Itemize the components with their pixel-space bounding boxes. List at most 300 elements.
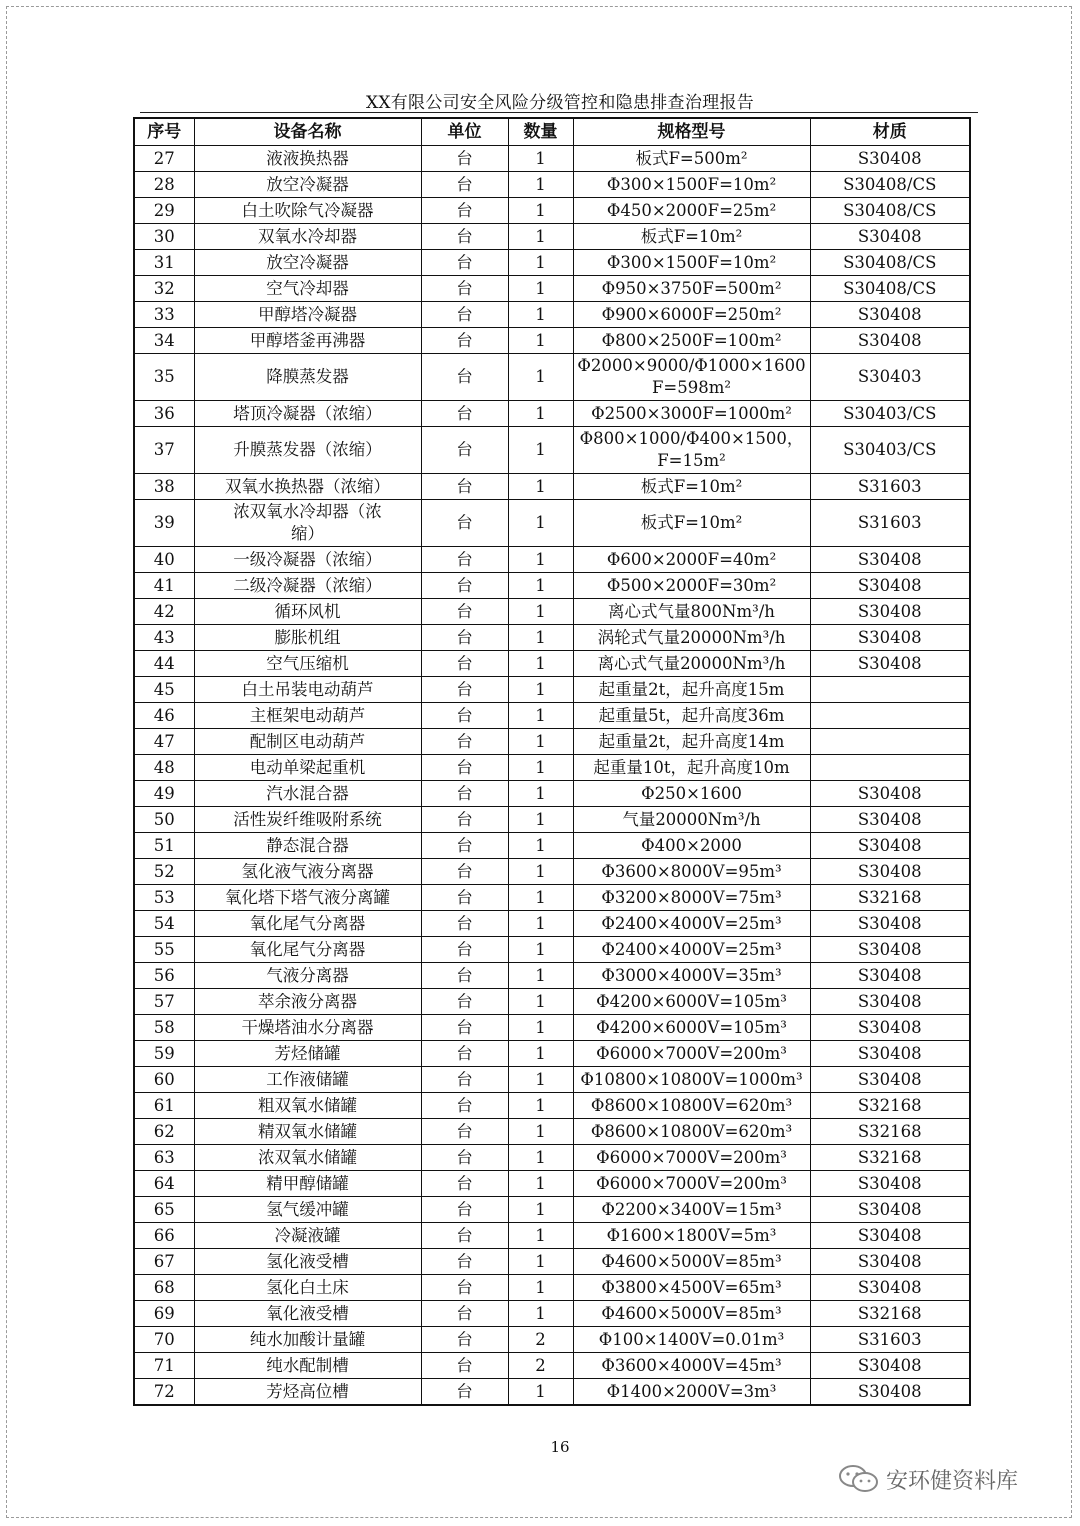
table-row [134,1093,970,1119]
cell-qty: 1 [508,885,573,911]
cell-name: 塔顶冷凝器（浓缩） [194,401,421,427]
cell-no: 31 [134,250,194,276]
cell-name: 循环风机 [194,599,421,625]
table-row [134,1197,970,1223]
cell-spec: Φ300×1500F=10m² [573,250,810,276]
cell-unit: 台 [421,651,508,677]
cell-no: 62 [134,1119,194,1145]
cell-qty: 1 [508,1379,573,1406]
cell-name: 氢化白土床 [194,1275,421,1301]
cell-no: 35 [134,354,194,401]
table-row [134,250,970,276]
cell-no: 39 [134,500,194,547]
cell-material: S30403 [810,354,970,401]
cell-name: 工作液储罐 [194,1067,421,1093]
cell-material: S30408 [810,625,970,651]
table-row [134,1301,970,1327]
cell-spec: Φ100×1400V=0.01m³ [573,1327,810,1353]
cell-name: 汽水混合器 [194,781,421,807]
cell-unit: 台 [421,1093,508,1119]
cell-spec: Φ4200×6000V=105m³ [573,989,810,1015]
cell-material: S32168 [810,1119,970,1145]
column-header-material: 材质 [810,118,970,146]
cell-no: 41 [134,573,194,599]
cell-qty: 1 [508,328,573,354]
cell-material: S30408 [810,781,970,807]
table-row [134,729,970,755]
cell-spec: Φ3200×8000V=75m³ [573,885,810,911]
cell-no: 50 [134,807,194,833]
cell-name: 氧化尾气分离器 [194,911,421,937]
cell-unit: 台 [421,1067,508,1093]
cell-spec: Φ900×6000F=250m² [573,302,810,328]
cell-material: S31603 [810,500,970,547]
cell-material: S30408 [810,1249,970,1275]
table-row [134,651,970,677]
column-header-unit: 单位 [421,118,508,146]
cell-unit: 台 [421,276,508,302]
cell-qty: 1 [508,547,573,573]
cell-unit: 台 [421,599,508,625]
cell-name: 甲醇塔冷凝器 [194,302,421,328]
cell-material [810,703,970,729]
cell-spec: Φ300×1500F=10m² [573,172,810,198]
cell-spec: Φ2400×4000V=25m³ [573,937,810,963]
cell-unit: 台 [421,224,508,250]
cell-material: S30408/CS [810,198,970,224]
column-header-spec: 规格型号 [573,118,810,146]
cell-material: S30408 [810,833,970,859]
cell-spec: Φ10800×10800V=1000m³ [573,1067,810,1093]
table-row [134,1327,970,1353]
cell-name: 放空冷凝器 [194,250,421,276]
cell-no: 56 [134,963,194,989]
cell-name: 干燥塔油水分离器 [194,1015,421,1041]
cell-qty: 1 [508,781,573,807]
cell-spec: Φ1600×1800V=5m³ [573,1223,810,1249]
cell-name: 甲醇塔釜再沸器 [194,328,421,354]
cell-name: 配制区电动葫芦 [194,729,421,755]
cell-material: S30408/CS [810,172,970,198]
cell-spec: Φ250×1600 [573,781,810,807]
cell-unit: 台 [421,1327,508,1353]
cell-unit: 台 [421,1119,508,1145]
cell-material: S30408 [810,1041,970,1067]
cell-spec: 起重量2t，起升高度14m [573,729,810,755]
cell-spec: 板式F=10m² [573,474,810,500]
table-row [134,625,970,651]
cell-spec: Φ600×2000F=40m² [573,547,810,573]
table-row [134,963,970,989]
table-row [134,1119,970,1145]
cell-spec: 起重量10t，起升高度10m [573,755,810,781]
cell-material: S30408 [810,1197,970,1223]
cell-qty: 1 [508,937,573,963]
table-row [134,474,970,500]
cell-unit: 台 [421,963,508,989]
table-row [134,172,970,198]
cell-no: 29 [134,198,194,224]
cell-qty: 1 [508,354,573,401]
table-row [134,885,970,911]
cell-name: 氢化液气液分离器 [194,859,421,885]
column-header-qty: 数量 [508,118,573,146]
cell-qty: 1 [508,198,573,224]
table-row [134,755,970,781]
cell-material: S30408 [810,1015,970,1041]
cell-spec: 离心式气量800Nm³/h [573,599,810,625]
cell-qty: 1 [508,599,573,625]
table-row [134,1275,970,1301]
cell-unit: 台 [421,302,508,328]
cell-name: 活性炭纤维吸附系统 [194,807,421,833]
cell-spec: Φ3600×8000V=95m³ [573,859,810,885]
cell-name: 浓双氧水冷却器（浓 缩） [194,500,421,547]
cell-name: 氧化塔下塔气液分离罐 [194,885,421,911]
cell-name: 放空冷凝器 [194,172,421,198]
cell-name: 精双氧水储罐 [194,1119,421,1145]
table-row [134,781,970,807]
cell-no: 49 [134,781,194,807]
cell-name: 静态混合器 [194,833,421,859]
table-row [134,427,970,474]
cell-no: 67 [134,1249,194,1275]
cell-qty: 1 [508,224,573,250]
cell-name: 双氧水换热器（浓缩） [194,474,421,500]
cell-spec: Φ450×2000F=25m² [573,198,810,224]
wechat-icon [838,1464,880,1500]
cell-qty: 1 [508,963,573,989]
cell-unit: 台 [421,755,508,781]
cell-unit: 台 [421,1223,508,1249]
cell-no: 52 [134,859,194,885]
cell-spec: 涡轮式气量20000Nm³/h [573,625,810,651]
cell-no: 55 [134,937,194,963]
cell-qty: 1 [508,250,573,276]
cell-no: 64 [134,1171,194,1197]
cell-spec: Φ1400×2000V=3m³ [573,1379,810,1406]
cell-no: 54 [134,911,194,937]
table-row [134,276,970,302]
brand-name: 安环健资料库 [886,1469,1019,1494]
cell-name: 电动单梁起重机 [194,755,421,781]
cell-no: 45 [134,677,194,703]
cell-no: 44 [134,651,194,677]
cell-unit: 台 [421,401,508,427]
cell-unit: 台 [421,1171,508,1197]
table-row [134,547,970,573]
cell-spec: Φ4200×6000V=105m³ [573,1015,810,1041]
cell-qty: 1 [508,146,573,172]
cell-unit: 台 [421,1275,508,1301]
cell-spec: Φ400×2000 [573,833,810,859]
cell-qty: 1 [508,1171,573,1197]
cell-spec: 气量20000Nm³/h [573,807,810,833]
cell-spec: Φ800×1000/Φ400×1500， F=15m² [573,427,810,474]
cell-unit: 台 [421,833,508,859]
cell-unit: 台 [421,573,508,599]
cell-no: 46 [134,703,194,729]
cell-no: 32 [134,276,194,302]
cell-material: S30408 [810,302,970,328]
cell-qty: 1 [508,989,573,1015]
table-row [134,1145,970,1171]
table-row [134,1223,970,1249]
cell-spec: 板式F=10m² [573,224,810,250]
cell-material: S30408 [810,1223,970,1249]
cell-unit: 台 [421,703,508,729]
cell-qty: 1 [508,302,573,328]
cell-name: 氧化液受槽 [194,1301,421,1327]
cell-spec: Φ2500×3000F=1000m² [573,401,810,427]
cell-spec: 板式F=500m² [573,146,810,172]
cell-name: 白土吹除气冷凝器 [194,198,421,224]
cell-material: S30408 [810,989,970,1015]
cell-qty: 2 [508,1327,573,1353]
cell-name: 空气压缩机 [194,651,421,677]
cell-unit: 台 [421,198,508,224]
cell-no: 61 [134,1093,194,1119]
cell-name: 二级冷凝器（浓缩） [194,573,421,599]
cell-name: 一级冷凝器（浓缩） [194,547,421,573]
cell-qty: 1 [508,172,573,198]
table-row [134,859,970,885]
cell-material [810,677,970,703]
cell-qty: 1 [508,474,573,500]
cell-name: 膨胀机组 [194,625,421,651]
table-row [134,1041,970,1067]
cell-name: 白土吊装电动葫芦 [194,677,421,703]
cell-spec: Φ2200×3400V=15m³ [573,1197,810,1223]
cell-unit: 台 [421,677,508,703]
cell-qty: 1 [508,1301,573,1327]
cell-spec: Φ8600×10800V=620m³ [573,1093,810,1119]
cell-no: 34 [134,328,194,354]
table-row [134,1249,970,1275]
table-header-row [134,118,970,146]
cell-name: 萃余液分离器 [194,989,421,1015]
cell-no: 43 [134,625,194,651]
cell-material [810,729,970,755]
cell-unit: 台 [421,1301,508,1327]
cell-material: S30408 [810,599,970,625]
cell-unit: 台 [421,474,508,500]
cell-no: 58 [134,1015,194,1041]
cell-spec: Φ8600×10800V=620m³ [573,1119,810,1145]
cell-name: 液液换热器 [194,146,421,172]
cell-unit: 台 [421,1197,508,1223]
cell-no: 60 [134,1067,194,1093]
column-header-name: 设备名称 [194,118,421,146]
cell-material: S30408 [810,651,970,677]
cell-spec: Φ950×3750F=500m² [573,276,810,302]
column-header-no: 序号 [134,118,194,146]
cell-name: 冷凝液罐 [194,1223,421,1249]
cell-unit: 台 [421,859,508,885]
table-row [134,833,970,859]
cell-unit: 台 [421,146,508,172]
table-row [134,1379,970,1406]
cell-spec: Φ3000×4000V=35m³ [573,963,810,989]
cell-material: S30403/CS [810,427,970,474]
cell-name: 精甲醇储罐 [194,1171,421,1197]
cell-unit: 台 [421,1353,508,1379]
equipment-table [133,117,971,1406]
cell-unit: 台 [421,328,508,354]
cell-spec: Φ500×2000F=30m² [573,573,810,599]
cell-qty: 1 [508,427,573,474]
cell-no: 72 [134,1379,194,1406]
table-row [134,1171,970,1197]
cell-material: S32168 [810,1145,970,1171]
cell-name: 主框架电动葫芦 [194,703,421,729]
cell-name: 氧化尾气分离器 [194,937,421,963]
cell-name: 芳烃高位槽 [194,1379,421,1406]
cell-unit: 台 [421,911,508,937]
cell-no: 63 [134,1145,194,1171]
cell-no: 70 [134,1327,194,1353]
cell-name: 空气冷却器 [194,276,421,302]
cell-qty: 1 [508,1067,573,1093]
cell-no: 65 [134,1197,194,1223]
cell-unit: 台 [421,1145,508,1171]
cell-no: 71 [134,1353,194,1379]
cell-material: S30408 [810,1353,970,1379]
cell-qty: 1 [508,1197,573,1223]
cell-name: 氢气缓冲罐 [194,1197,421,1223]
cell-qty: 1 [508,729,573,755]
cell-no: 68 [134,1275,194,1301]
cell-unit: 台 [421,885,508,911]
cell-material: S30408 [810,1275,970,1301]
table-row [134,573,970,599]
table-row [134,328,970,354]
cell-spec: Φ2400×4000V=25m³ [573,911,810,937]
cell-unit: 台 [421,1015,508,1041]
table-row [134,937,970,963]
table-row [134,703,970,729]
cell-material: S30408 [810,146,970,172]
cell-name: 降膜蒸发器 [194,354,421,401]
cell-qty: 1 [508,833,573,859]
cell-material: S30408 [810,937,970,963]
page-number: 16 [550,1438,570,1456]
cell-unit: 台 [421,1379,508,1406]
cell-qty: 1 [508,1093,573,1119]
cell-qty: 1 [508,677,573,703]
cell-material: S30408 [810,573,970,599]
cell-qty: 2 [508,1353,573,1379]
table-row [134,354,970,401]
cell-material: S30408/CS [810,276,970,302]
cell-name: 氢化液受槽 [194,1249,421,1275]
cell-no: 66 [134,1223,194,1249]
cell-no: 36 [134,401,194,427]
table-row [134,401,970,427]
cell-qty: 1 [508,1119,573,1145]
cell-spec: Φ800×2500F=100m² [573,328,810,354]
table-row [134,1353,970,1379]
cell-material: S30408 [810,1171,970,1197]
cell-material: S32168 [810,885,970,911]
cell-unit: 台 [421,781,508,807]
cell-name: 纯水配制槽 [194,1353,421,1379]
cell-material [810,755,970,781]
cell-no: 38 [134,474,194,500]
cell-material: S30408/CS [810,250,970,276]
cell-qty: 1 [508,1015,573,1041]
table-row [134,677,970,703]
cell-no: 37 [134,427,194,474]
cell-qty: 1 [508,755,573,781]
cell-material: S32168 [810,1093,970,1119]
cell-no: 59 [134,1041,194,1067]
cell-no: 48 [134,755,194,781]
cell-spec: 板式F=10m² [573,500,810,547]
cell-name: 纯水加酸计量罐 [194,1327,421,1353]
cell-unit: 台 [421,937,508,963]
cell-unit: 台 [421,427,508,474]
cell-no: 40 [134,547,194,573]
table-row [134,302,970,328]
cell-unit: 台 [421,1249,508,1275]
cell-qty: 1 [508,1145,573,1171]
table-row [134,224,970,250]
cell-unit: 台 [421,547,508,573]
cell-material: S30408 [810,807,970,833]
table-row [134,198,970,224]
cell-name: 粗双氧水储罐 [194,1093,421,1119]
cell-name: 芳烃储罐 [194,1041,421,1067]
cell-unit: 台 [421,625,508,651]
cell-spec: Φ4600×5000V=85m³ [573,1249,810,1275]
cell-material: S30408 [810,1379,970,1406]
table-row [134,807,970,833]
cell-unit: 台 [421,250,508,276]
cell-spec: Φ4600×5000V=85m³ [573,1301,810,1327]
table-row [134,500,970,547]
table-row [134,989,970,1015]
document-title: XX有限公司安全风险分级管控和隐患排查治理报告 [365,93,755,113]
cell-unit: 台 [421,729,508,755]
cell-no: 53 [134,885,194,911]
cell-spec: Φ6000×7000V=200m³ [573,1171,810,1197]
cell-material: S30408 [810,859,970,885]
cell-qty: 1 [508,911,573,937]
cell-unit: 台 [421,807,508,833]
table-row [134,146,970,172]
cell-qty: 1 [508,625,573,651]
cell-qty: 1 [508,1275,573,1301]
cell-no: 27 [134,146,194,172]
cell-name: 浓双氧水储罐 [194,1145,421,1171]
cell-no: 28 [134,172,194,198]
cell-qty: 1 [508,651,573,677]
cell-no: 42 [134,599,194,625]
cell-spec: Φ3600×4000V=45m³ [573,1353,810,1379]
table-row [134,1015,970,1041]
cell-material: S30403/CS [810,401,970,427]
cell-no: 30 [134,224,194,250]
table-row [134,911,970,937]
table-row [134,599,970,625]
cell-material: S30408 [810,1067,970,1093]
cell-unit: 台 [421,172,508,198]
cell-spec: 起重量5t，起升高度36m [573,703,810,729]
cell-material: S31603 [810,474,970,500]
cell-name: 气液分离器 [194,963,421,989]
cell-qty: 1 [508,500,573,547]
